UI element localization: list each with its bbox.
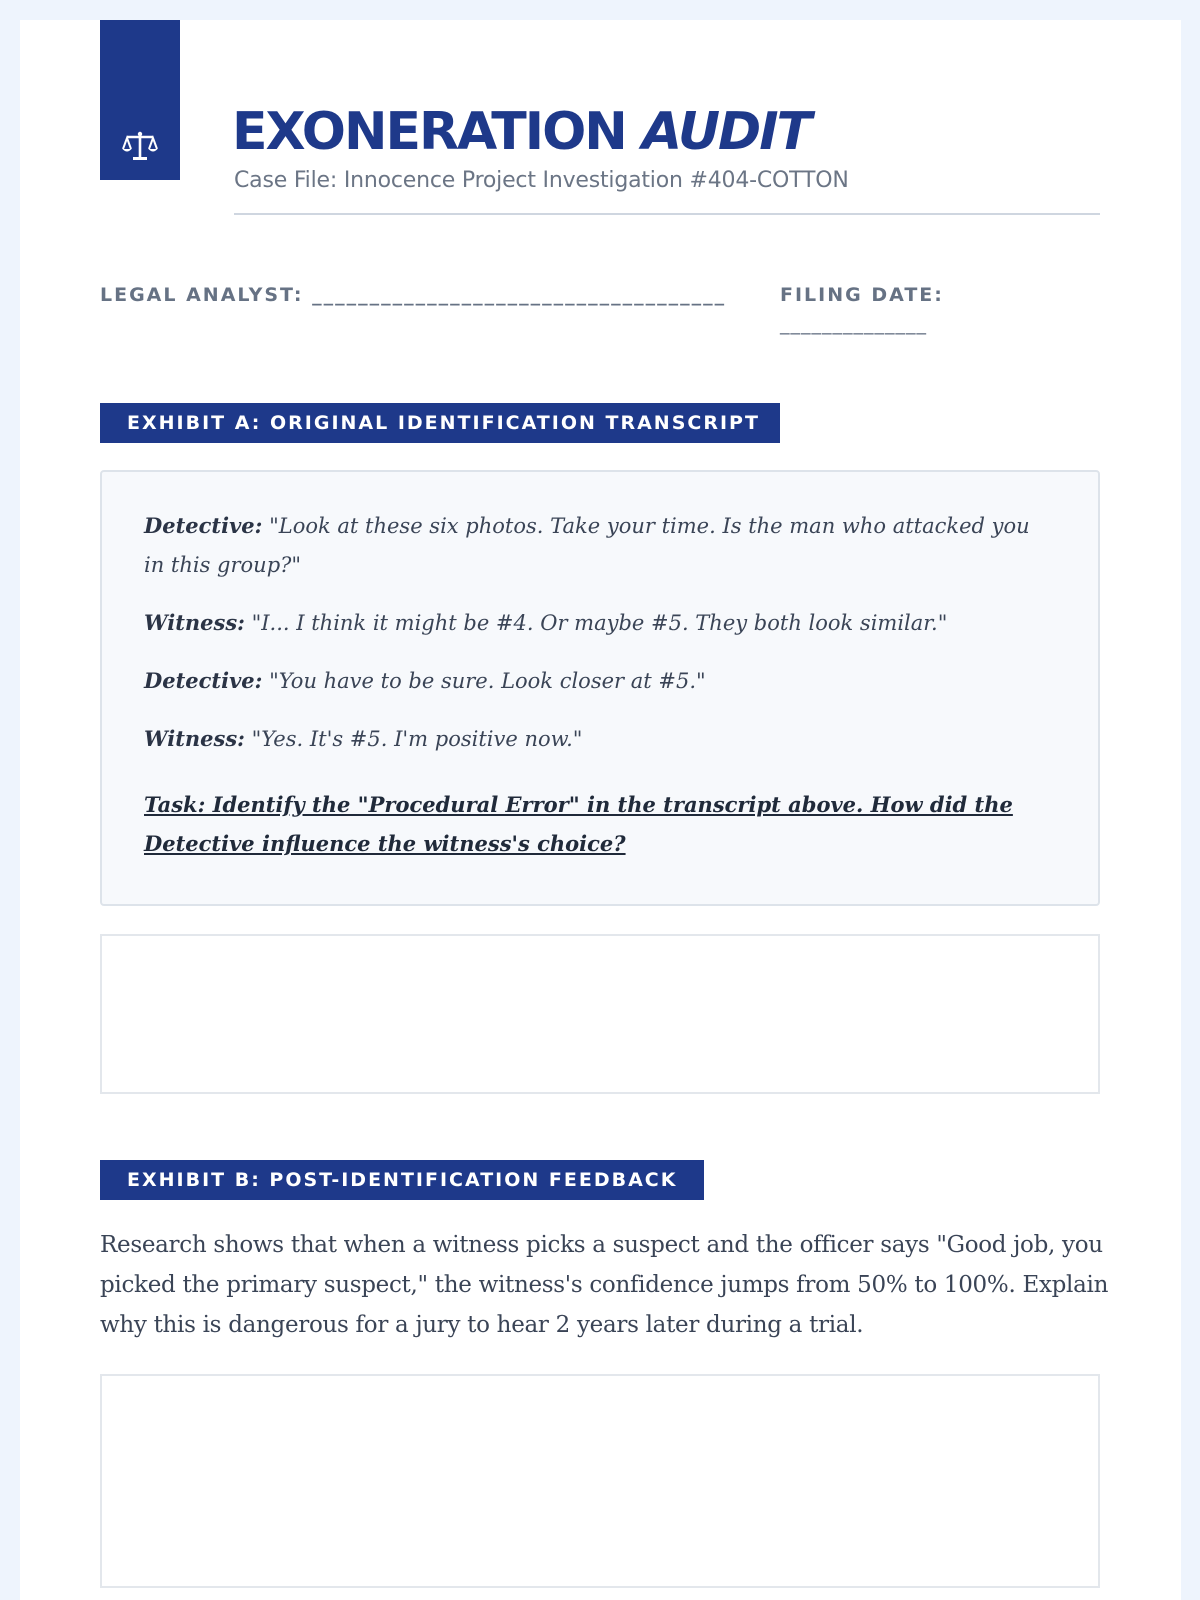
dialogue-text: "I... I think it might be #4. Or maybe #5. They both look similar." [244,611,948,635]
speaker-label: Detective: [144,513,263,538]
filing-date-field[interactable]: ______________ [780,313,927,335]
exhibit-b-prompt: Research shows that when a witness picks a suspect and the officer says "Good job, you picked the primary suspect," the witness's confidence jumps from 50% to 100%. Explain why this is dangerous for a jury to hear 2 years later during a trial. [100,1232,1109,1338]
title-accent: AUDIT [641,102,811,162]
logo-block [100,20,180,180]
dialogue-text: "Yes. It's #5. I'm positive now." [244,727,583,751]
task-instruction: Task: Identify the "Procedural Error" in the transcript above. How did the Detective influence the witness's choice? [144,792,1013,856]
answer-box-exhibit-b[interactable] [100,1374,1100,1588]
speaker-label: Detective: [144,668,263,693]
page-title [232,102,810,162]
transcript-line [144,506,1056,585]
filing-date-label: FILING DATE: [780,284,944,306]
speaker-label: Witness: [144,726,245,751]
header-divider [234,213,1100,215]
exhibit-b-heading: EXHIBIT B: POST-IDENTIFICATION FEEDBACK [100,1160,704,1200]
transcript-line [144,719,1056,759]
worksheet-page [20,20,1181,1600]
dialogue-text: "You have to be sure. Look closer at #5." [262,669,706,693]
speaker-label: Witness: [144,610,245,635]
transcript-line [144,661,1056,701]
exhibit-a-heading: EXHIBIT A: ORIGINAL IDENTIFICATION TRANSCRIPT [100,403,780,443]
title-main: EXONERATION [232,102,626,162]
transcript-line [144,603,1056,643]
legal-analyst-field[interactable]: LEGAL ANALYST: ____________________________________ [100,284,727,306]
dialogue-text: "Look at these six photos. Take your time. Is the man who attacked you in this group?" [144,514,1030,577]
scales-of-justice-icon [122,130,158,162]
answer-box-exhibit-a[interactable] [100,934,1100,1094]
case-file-subtitle: Case File: Innocence Project Investigation #404-COTTON [234,168,849,193]
transcript-box [100,470,1100,906]
